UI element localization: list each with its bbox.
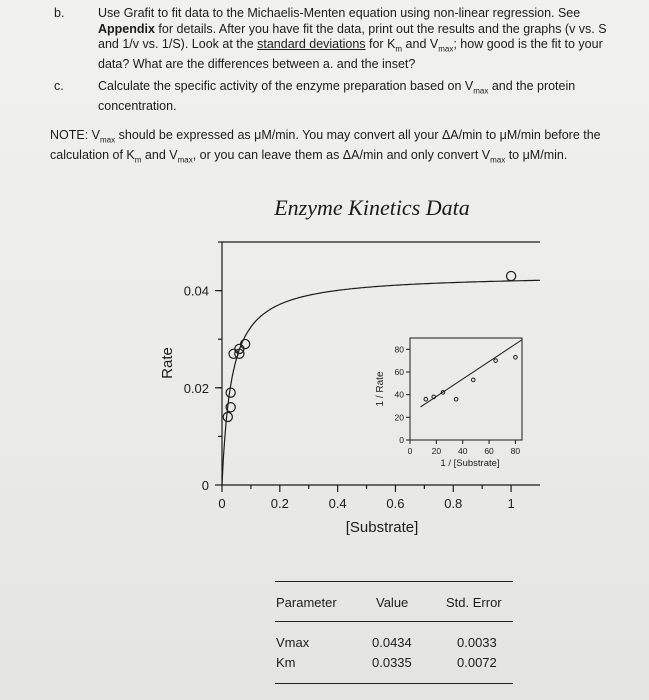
inset-x-tick-label: 80 [510,446,521,456]
question-c-label: c. [54,79,64,93]
row-km-value: 0.0335 [372,655,412,670]
inset-y-tick-label: 80 [394,344,404,355]
inset-frame [410,338,522,440]
main-y-tick-label: 0.04 [183,283,209,299]
header-std-error: Std. Error [446,595,502,610]
row-vmax-value: 0.0434 [372,635,412,650]
inset-data-point [424,397,428,401]
inset-x-tick-label: 60 [484,446,494,456]
main-plot [159,242,540,536]
note-text-3: and V [141,148,178,162]
main-x-label: [Substrate] [345,519,419,536]
main-x-tick-label: 1 [507,496,515,511]
enzyme-kinetics-chart [0,185,649,560]
main-x-tick-label: 0 [218,496,226,511]
vmax-subscript: max [438,44,454,54]
row-km-error: 0.0072 [457,655,497,670]
note-paragraph [50,128,610,168]
main-x-tick-label: 0.6 [386,496,405,511]
qc-text-2: and the protein concentration. [98,79,576,113]
inset-y-tick-label: 60 [394,367,404,377]
inset-plot [375,338,522,469]
main-x-tick-label: 0.8 [444,496,463,511]
table-top-rule [275,581,513,582]
main-x-tick-label: 0.2 [270,496,289,511]
note-text-5: to μM/min. [505,148,568,162]
inset-x-label: 1 / [Substrate] [440,458,500,469]
qc-vmax-subscript: max [473,86,489,96]
qb-text-1: Use Grafit to fit data to the Michaelis-Menten equation using non-linear regression. See [98,6,581,20]
table-header-rule [275,621,513,622]
header-value: Value [376,595,409,610]
note-sub-1: max [100,135,116,145]
row-vmax-error: 0.0033 [457,635,497,650]
row-km-label: Km [276,655,296,670]
question-b-text [98,6,608,73]
inset-x-tick-label: 0 [407,446,413,456]
inset-y-tick-label: 20 [394,412,404,423]
note-sub-4: max [490,155,506,165]
qb-text-3: for K [365,37,396,51]
qb-text-2: for details. After you have fit the data, print out the results and the graphs (v vs. S and 1/v vs. 1/S). Look at the [98,21,607,51]
note-text-2: should be expressed as μM/min. You may convert all your ΔA/min to μM/min before the calculation of K [50,128,601,162]
inset-data-point [471,378,475,382]
main-data-point [226,388,235,397]
main-y-tick-label: 0.02 [183,380,209,396]
row-vmax-label: Vmax [276,635,310,650]
inset-x-tick-label: 20 [431,446,442,456]
inset-x-tick-label: 40 [457,446,468,456]
main-y-label: Rate [159,347,176,379]
question-c-text [98,79,608,115]
table-bottom-rule [275,683,513,684]
std-dev-term: standard deviations [257,37,366,51]
qb-text-4: and V [402,37,439,51]
note-sub-3: max [177,155,193,165]
note-text-1: NOTE: V [50,128,101,142]
qb-text-5: ; how good is the fit to your data? What are the differences between a. and the inset? [98,37,603,71]
question-b-label: b. [54,6,65,20]
note-text-4: , or you can leave them as ΔA/min and only convert V [192,148,491,162]
km-subscript: m [395,44,403,54]
inset-y-tick-label: 0 [399,435,404,445]
header-parameter: Parameter [276,595,337,610]
inset-data-point [514,355,518,359]
main-x-tick-label: 0.4 [328,496,347,511]
appendix-ref: Appendix [98,21,155,36]
main-y-tick-label: 0 [201,478,209,493]
inset-data-point [454,397,458,401]
inset-data-point [494,359,498,363]
chart-title: Enzyme Kinetics Data [274,195,470,220]
qc-text-1: Calculate the specific activity of the enzyme preparation based on V [98,79,474,93]
note-sub-2: m [134,155,142,165]
main-data-point [223,412,232,421]
inset-y-tick-label: 40 [394,389,404,400]
inset-y-label: 1 / Rate [375,371,386,407]
main-data-point [506,271,515,280]
